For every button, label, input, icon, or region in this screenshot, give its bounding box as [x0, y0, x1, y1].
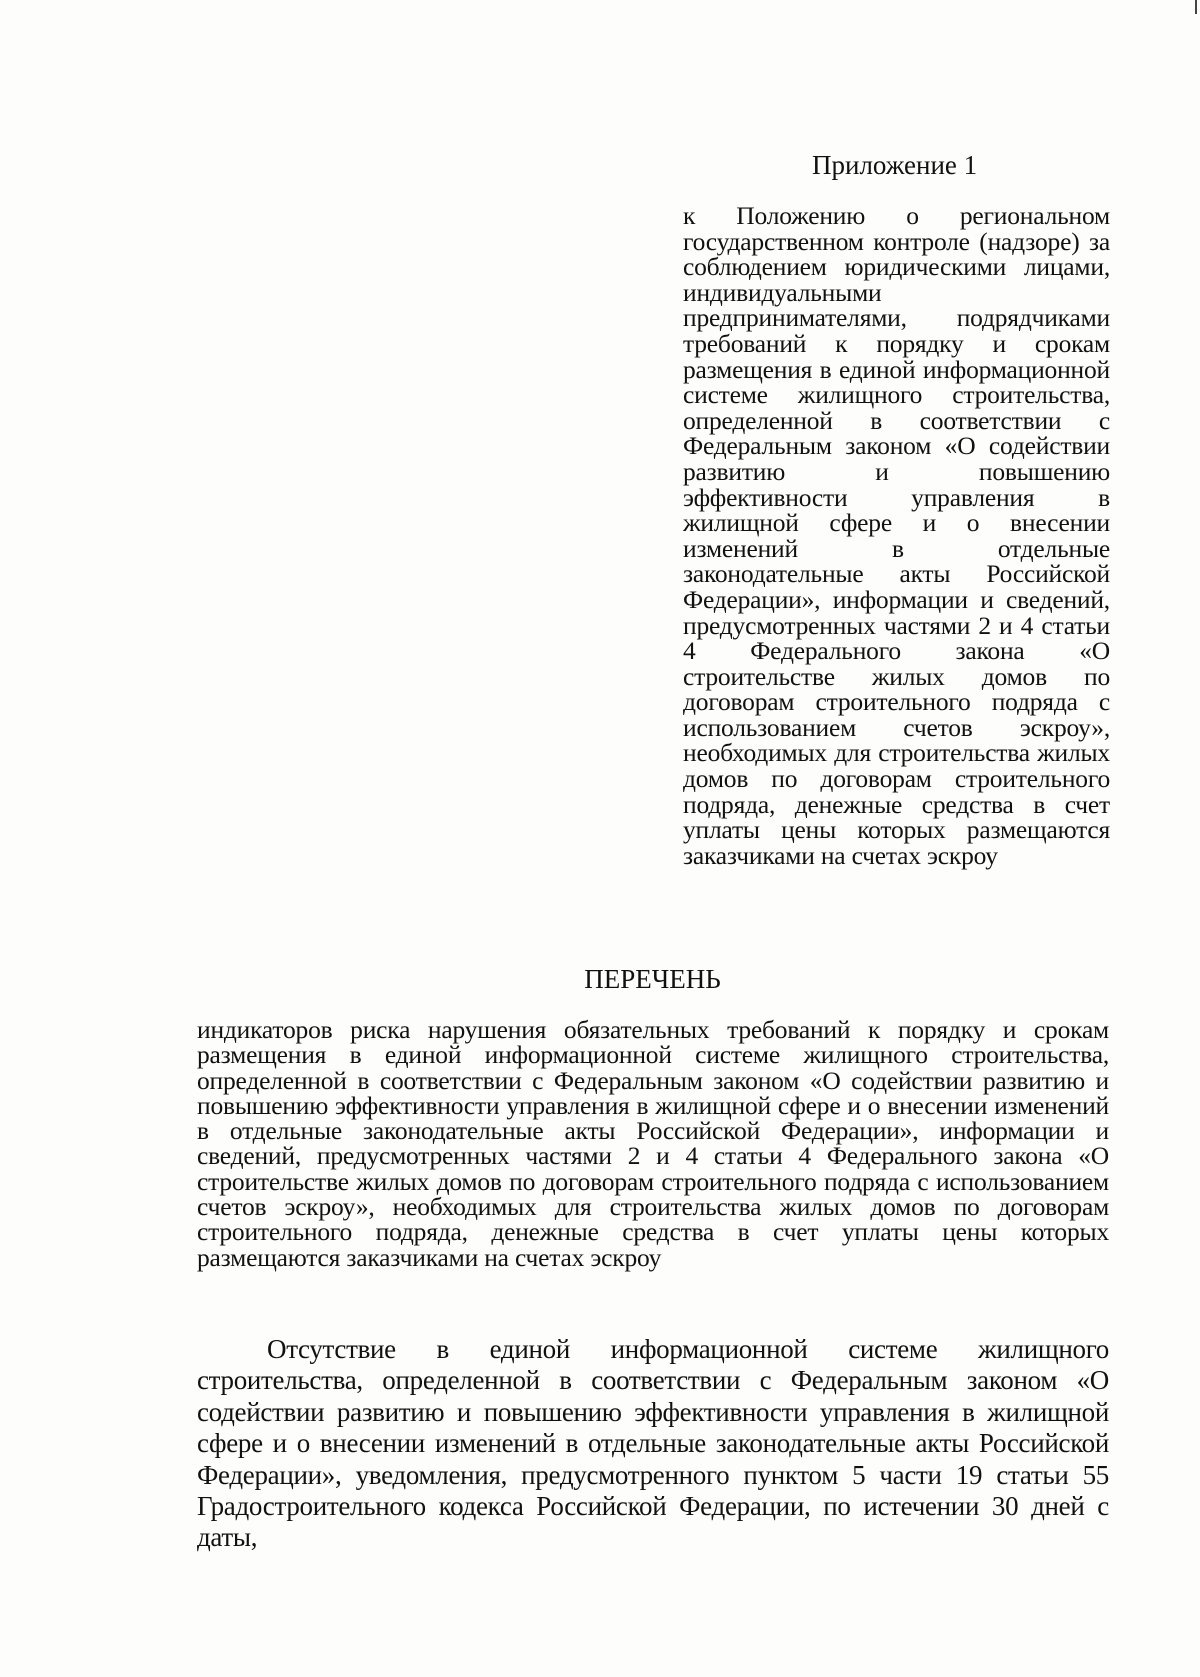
body-paragraph: Отсутствие в единой информационной системе жилищного строительства, определенной в соответствии с Федеральным законом «О содействии развитию и повышению эффективности управления в жилищной сфере и о внесении изменений в отдельные законодательные акты Российской Федерации», уведомления, предусмотренного пунктом 5 части 19 статьи 55 Градостроительного кодекса Российской Федерации, по истечении 30 дней с даты, — [197, 1334, 1109, 1553]
list-heading: ПЕРЕЧЕНЬ — [584, 964, 721, 994]
list-subtitle: индикаторов риска нарушения обязательных требований к порядку и срокам размещения в единой информационной системе жилищного строительства, определенной в соответствии с Федеральным законом «О содействии развитию и повышению эффективности управления в жилищной сфере и о внесении изменений в отдельные законодательные акты Российской Федерации», информации и сведений, предусмотренных частями 2 и 4 статьи 4 Федерального закона «О строительстве жилых домов по договорам строительного подряда с использованием счетов эскроу», необходимых для строительства жилых домов по договорам строительного подряда, денежные средства в счет уплаты цены которых размещаются заказчиками на счетах эскроу — [197, 1015, 1109, 1272]
appendix-title: Приложение 1 — [812, 150, 978, 180]
scan-edge-mark — [1195, 0, 1197, 14]
appendix-reference-text: к Положению о региональном государственном контроле (надзоре) за соблюдением юридическими лицами, индивидуальными предпринимателями, подрядчиками требований к порядку и срокам размещения в единой информационной системе жилищного строительства, определенной в соответствии с Федеральным законом «О содействии развитию и повышению эффективности управления в жилищной сфере и о внесении изменений в отдельные законодательные акты Российской Федерации», информации и сведений, предусмотренных частями 2 и 4 статьи 4 Федерального закона «О строительстве жилых домов по договорам строительного подряда с использованием счетов эскроу», необходимых для строительства жилых домов по договорам строительного подряда, денежные средства в счет уплаты цены которых размещаются заказчиками на счетах эскроу — [683, 201, 1110, 870]
